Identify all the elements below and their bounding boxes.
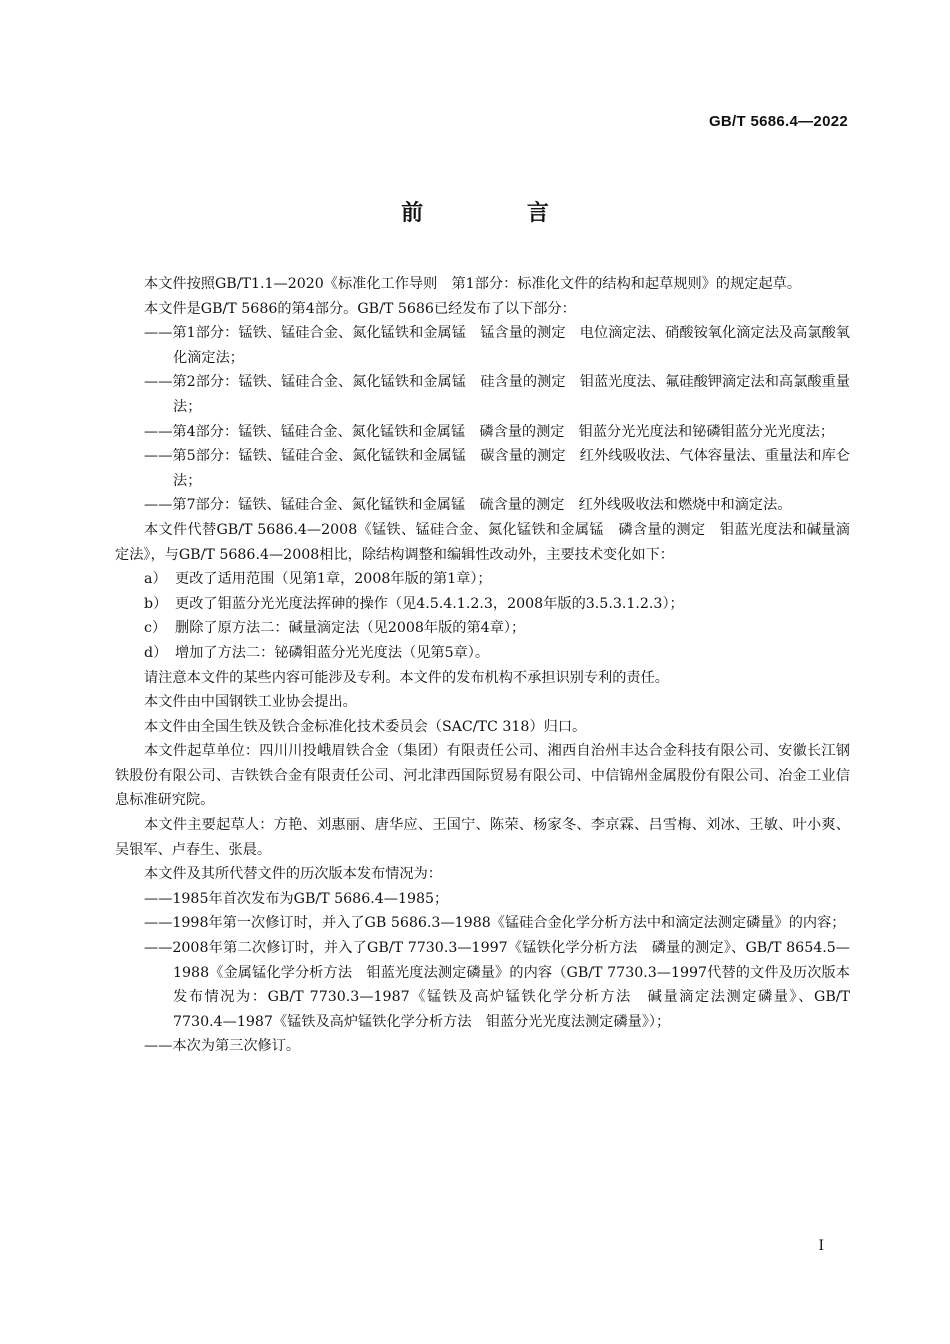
paragraph-patent-notice: 请注意本文件的某些内容可能涉及专利。本文件的发布机构不承担识别专利的责任。 [144,669,669,686]
part-list-item: ——第2部分：锰铁、锰硅合金、氮化锰铁和金属锰 硅含量的测定 钼蓝光度法、氟硅酸钾滴定法和高氯酸重量法； [144,374,850,415]
paragraph-drafting-rules: 本文件按照GB/T1.1—2020《标准化工作导则 第1部分：标准化文件的结构和起草规则》的规定起草。 [144,276,802,292]
paragraph-proposer: 本文件由中国钢铁工业协会提出。 [144,694,357,711]
paragraph-committee: 本文件由全国生铁及铁合金标准化技术委员会（SAC/TC 318）归口。 [144,718,587,735]
history-list-item: ——1985年首次发布为GB/T 5686.4—1985； [144,890,449,907]
paragraph-history-intro: 本文件及其所代替文件的历次版本发布情况为： [144,866,442,883]
foreword-body [115,272,850,1059]
paragraph-replacement: 本文件代替GB/T 5686.4—2008《锰铁、锰硅合金、氮化锰铁和金属锰 磷含量的测定 钼蓝光度法和碱量滴定法》，与GB/T 5686.4—2008相比，除结构调整和编辑性改动外，主要技术变化如下： [115,521,850,563]
change-list-item: d） 增加了方法二：铋磷钼蓝分光光度法（见第5章）。 [144,644,490,661]
page-title: 前 言 [401,200,597,226]
paragraph-drafting-units: 本文件起草单位：四川川投峨眉铁合金（集团）有限责任公司、湘西自治州丰达合金科技有限公司、安徽长江钢铁股份有限公司、吉铁铁合金有限责任公司、河北津西国际贸易有限公司、中信锦州金属股份有限公司、冶金工业信息标准研究院。 [115,743,850,809]
history-list-item: ——1998年第一次修订时，并入了GB 5686.3—1988《锰硅合金化学分析方法中和滴定法测定磷量》的内容； [144,915,846,932]
change-list-item: b） 更改了钼蓝分光光度法挥砷的操作（见4.5.4.1.2.3，2008年版的3.5.3.1.2.3）； [144,595,684,612]
part-list-item: ——第5部分：锰铁、锰硅合金、氮化锰铁和金属锰 碳含量的测定 红外线吸收法、气体容量法、重量法和库仑法； [144,448,850,489]
standard-code: GB/T 5686.4—2022 [708,113,848,130]
paragraph-parts-intro: 本文件是GB/T 5686的第4部分。GB/T 5686已经发布了以下部分： [144,300,576,317]
history-list-item: ——本次为第三次修订。 [144,1038,301,1055]
paragraph-drafters: 本文件主要起草人：方艳、刘惠丽、唐华应、王国宁、陈荣、杨家冬、李京霖、吕雪梅、刘冰、王敏、叶小爽、吴银军、卢春生、张晨。 [115,817,850,858]
part-list-item: ——第7部分：锰铁、锰硅合金、氮化锰铁和金属锰 硫含量的测定 红外线吸收法和燃烧中和滴定法。 [144,497,792,514]
part-list-item: ——第4部分：锰铁、锰硅合金、氮化锰铁和金属锰 磷含量的测定 钼蓝分光光度法和铋磷钼蓝分光光度法； [144,423,835,440]
change-list-item: a） 更改了适用范围（见第1章，2008年版的第1章）； [144,571,492,588]
page-number: Ⅰ [818,1238,824,1254]
part-list-item: ——第1部分：锰铁、锰硅合金、氮化锰铁和金属锰 锰含量的测定 电位滴定法、硝酸铵氧化滴定法及高氯酸氧化滴定法； [144,325,850,366]
change-list-item: c） 删除了原方法二：碱量滴定法（见2008年版的第4章）； [144,620,526,637]
history-list-item: ——2008年第二次修订时，并入了GB/T 7730.3—1997《锰铁化学分析方法 磷量的测定》、GB/T 8654.5—1988《金属锰化学分析方法 钼蓝光度法测定磷量》的内容（GB/T 7730.3—1997代替的文件及历次版本发布情况为：GB/T 7730.3—1987《锰铁及高炉锰铁化学分析方法 碱量滴定法测定磷量》、GB/T 7730.4—1987《锰铁及高炉锰铁化学分析方法 钼蓝分光光度法测定磷量》）； [144,940,850,1030]
